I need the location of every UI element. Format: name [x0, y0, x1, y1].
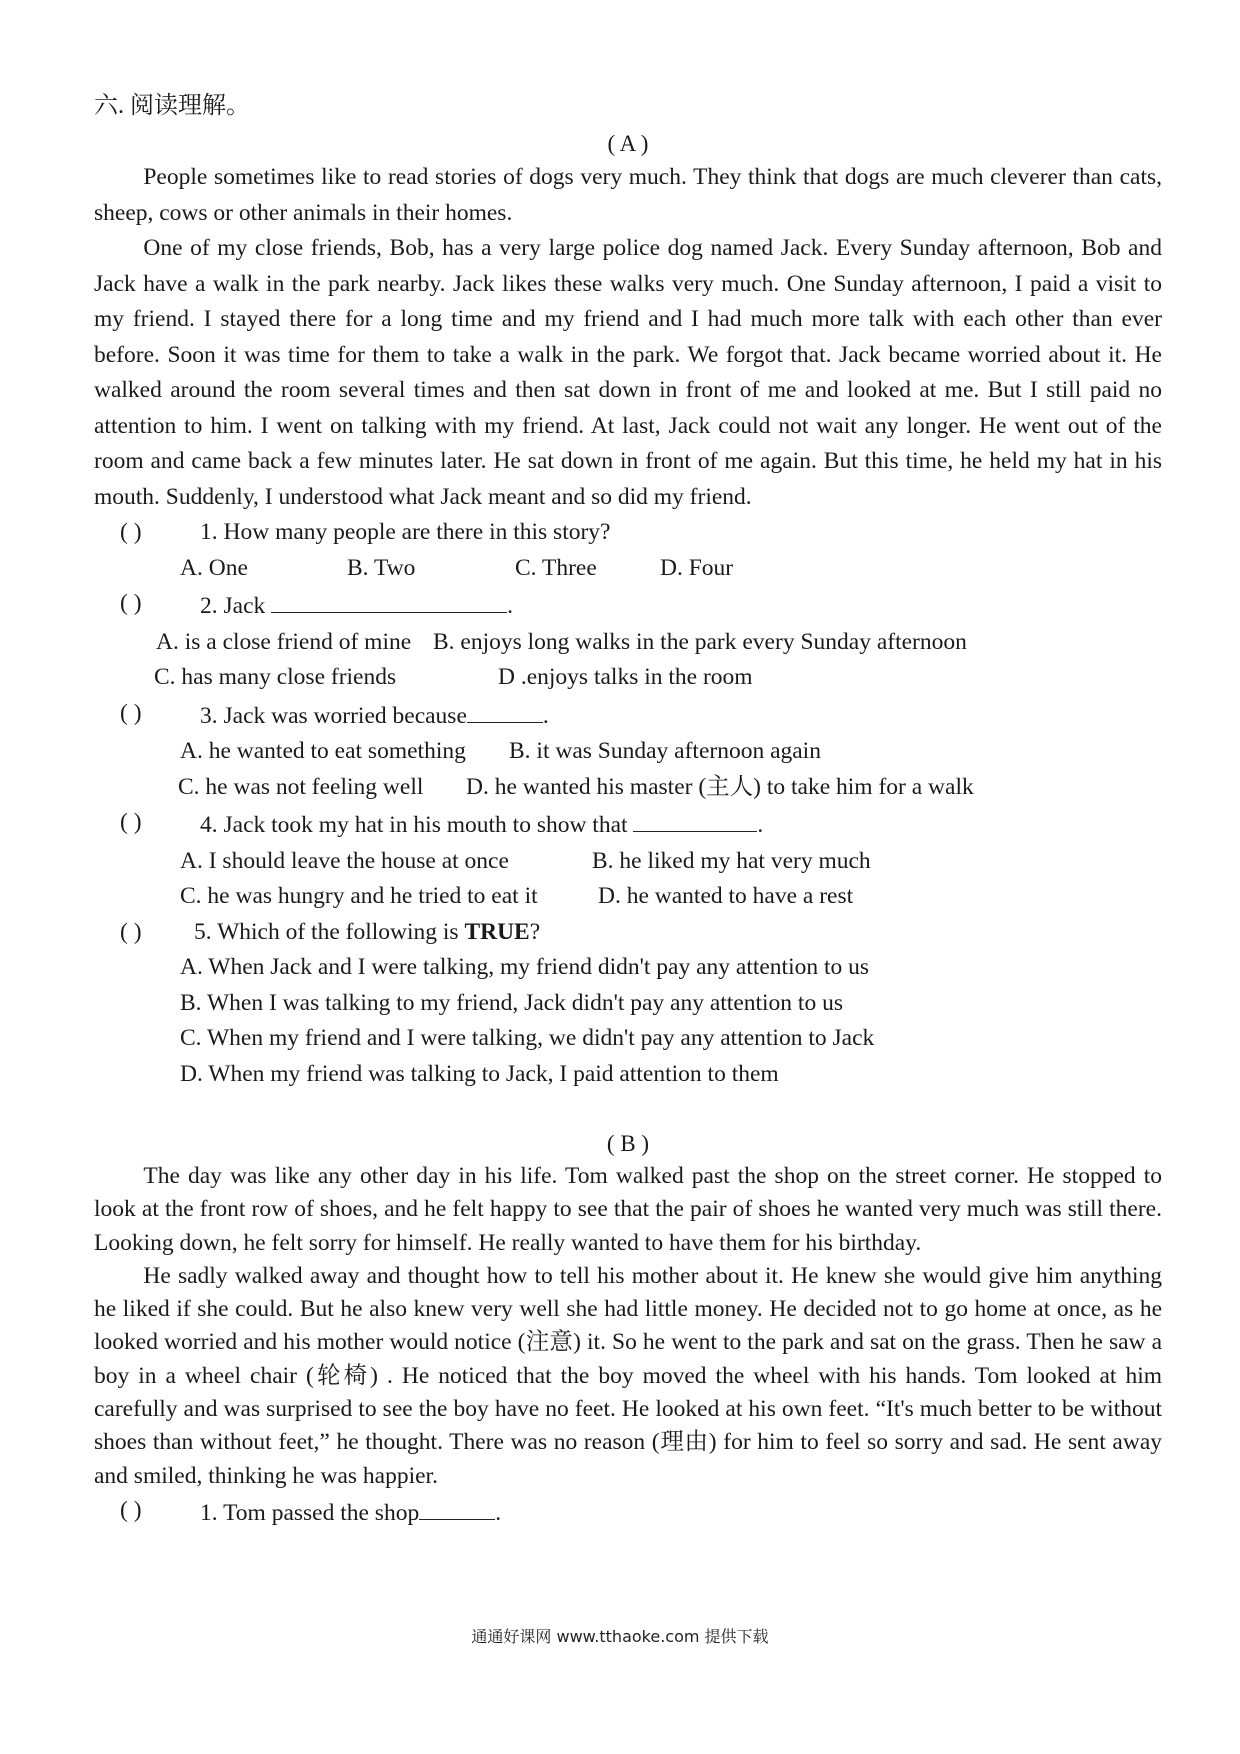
answer-blank[interactable]	[633, 805, 757, 832]
question-b1	[94, 1493, 1162, 1530]
option-c: C. he was not feeling well	[178, 773, 424, 800]
option-c: C. When my friend and I were talking, we didn't pay any attention to Jack	[180, 1025, 875, 1051]
question-a4-options-row-2	[94, 879, 1162, 915]
question-a3	[94, 696, 1162, 735]
question-a1-options	[94, 551, 1162, 587]
answer-blank[interactable]	[467, 696, 543, 723]
option-b: B. enjoys long walks in the park every Sunday afternoon	[433, 628, 967, 655]
question-end: ?	[529, 918, 541, 945]
answer-bracket[interactable]: ( )	[120, 809, 142, 835]
option-d: D. he wanted to have a rest	[598, 883, 854, 909]
footer-source: 通通好课网 www.tthaoke.com 提供下载	[471, 1627, 769, 1646]
question-a1	[94, 515, 1162, 551]
question-end: .	[495, 1499, 502, 1526]
question-end: .	[757, 812, 764, 838]
question-text: 1. Tom passed the shop	[200, 1499, 420, 1526]
option-d: D. Four	[660, 554, 734, 581]
question-a4	[94, 805, 1162, 844]
answer-bracket[interactable]: ( )	[120, 590, 142, 616]
section-title: 六. 阅读理解。	[94, 93, 250, 119]
answer-bracket[interactable]: ( )	[120, 699, 142, 726]
question-a5	[94, 915, 1162, 951]
question-a3-options-row-1	[94, 734, 1162, 770]
option-b: B. it was Sunday afternoon again	[509, 738, 821, 764]
part-a-paragraph-2: One of my close friends, Bob, has a very large police dog named Jack. Every Sunday afternoon, Bob and Jack have a walk in the park nearby. Jack likes these walks very much. One Sunday afternoon, I paid a visit to my friend. I stayed there for a long time and my friend and I had much more talk with each other than ever before. Soon it was time for them to take a walk in the park. We forgot that. Jack became worried about it. He walked around the room several times and then sat down in front of me and looked at me. But I still paid no attention to him. I went on talking with my friend. At last, Jack could not wait any longer. He went out of the room and came back a few minutes later. He sat down in front of me again. But this time, he held my hat in his mouth. Suddenly, I understood what Jack meant and so did my friend.	[94, 235, 1162, 510]
question-text: 4. Jack took my hat in his mouth to show that	[200, 812, 628, 838]
question-text: 1. How many people are there in this story?	[200, 519, 611, 545]
answer-blank[interactable]	[419, 1493, 495, 1520]
part-b-label: ( B )	[606, 1131, 650, 1156]
question-a5-option-c-row	[94, 1021, 1162, 1057]
worksheet-page	[94, 88, 1162, 1530]
option-c: C. Three	[515, 554, 597, 581]
question-a5-option-a-row	[94, 950, 1162, 986]
answer-bracket[interactable]: ( )	[120, 918, 142, 945]
question-a2-options-row-2	[94, 660, 1162, 696]
question-a5-option-d-row	[94, 1057, 1162, 1093]
question-text: 2. Jack	[200, 593, 266, 619]
section-spacer	[94, 1092, 1162, 1128]
option-b: B. he liked my hat very much	[592, 847, 871, 874]
question-text: 5. Which of the following is	[194, 918, 459, 945]
option-d: D. he wanted his master (主人) to take him for a walk	[466, 773, 974, 800]
option-a: A. I should leave the house at once	[180, 847, 509, 874]
answer-bracket[interactable]: ( )	[120, 519, 142, 545]
answer-bracket[interactable]: ( )	[120, 1496, 142, 1523]
option-d: D .enjoys talks in the room	[498, 664, 753, 690]
answer-blank[interactable]	[271, 586, 507, 613]
question-a2	[94, 586, 1162, 625]
question-end: .	[542, 702, 549, 729]
question-a4-options-row-1	[94, 844, 1162, 880]
option-d: D. When my friend was talking to Jack, I paid attention to them	[180, 1060, 779, 1087]
part-a-label: ( A )	[607, 131, 649, 156]
option-a: A. he wanted to eat something	[180, 738, 466, 764]
question-end: .	[507, 593, 514, 619]
question-a5-option-b-row	[94, 986, 1162, 1022]
question-text: 3. Jack was worried because	[200, 702, 467, 729]
question-a3-options-row-2	[94, 770, 1162, 806]
part-a-paragraph-1: People sometimes like to read stories of dogs very much. They think that dogs are much cleverer than cats, sheep, cows or other animals in their homes.	[94, 164, 1162, 226]
option-c: C. has many close friends	[154, 664, 397, 690]
option-b: B. When I was talking to my friend, Jack didn't pay any attention to us	[180, 989, 843, 1016]
question-a2-options-row-1	[94, 625, 1162, 661]
option-a: A. One	[180, 554, 248, 581]
option-a: A. is a close friend of mine	[156, 628, 412, 655]
option-c: C. he was hungry and he tried to eat it	[180, 883, 538, 909]
question-keyword: TRUE	[464, 918, 530, 945]
option-a: A. When Jack and I were talking, my friend didn't pay any attention to us	[180, 954, 870, 980]
option-b: B. Two	[347, 554, 416, 581]
part-b-paragraph-2: He sadly walked away and thought how to tell his mother about it. He knew she would give him anything he liked if she could. But he also knew very well she had little money. He decided not to go home at once, as he looked worried and his mother would notice (注意) it. So he went to the park and sat on the grass. Then he saw a boy in a wheel chair (轮椅) . He noticed that the boy moved the wheel with his hands. Tom looked at him carefully and was surprised to see the boy have no feet. He looked at his own feet. “It's much better to be without shoes than without feet,” he thought. There was no reason (理由) for him to feel so sorry and sad. He sent away and smiled, thinking he was happier.	[94, 1262, 1162, 1489]
part-b-paragraph-1: The day was like any other day in his life. Tom walked past the shop on the street corner. He stopped to look at the front row of shoes, and he felt happy to see that the pair of shoes he wanted very much was still there. Looking down, he felt sorry for himself. He really wanted to have them for his birthday.	[94, 1163, 1162, 1256]
